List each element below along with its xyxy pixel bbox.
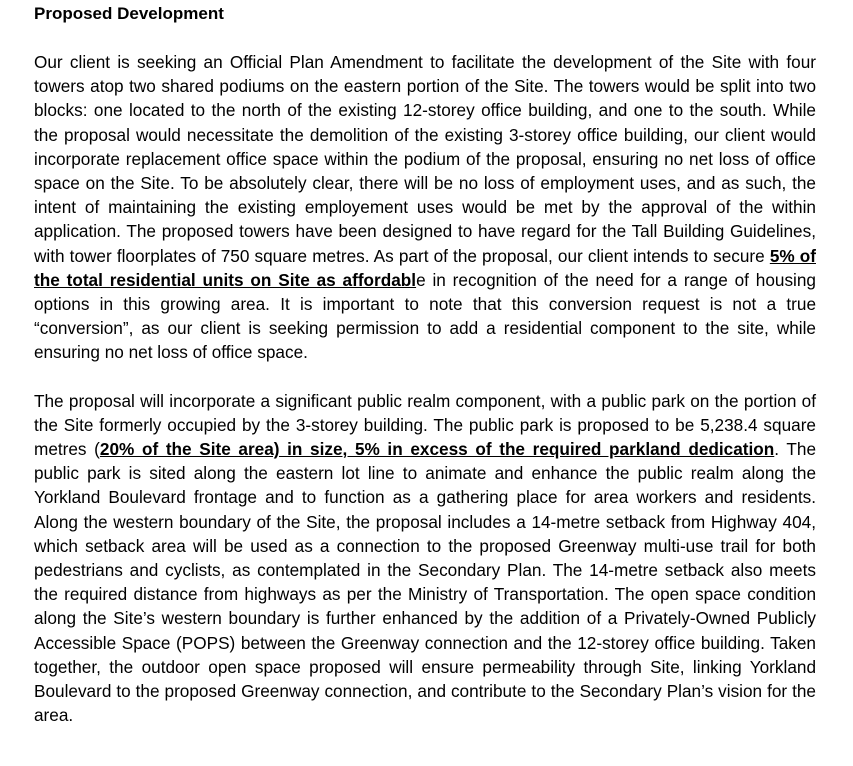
paragraph-proposal-overview (34, 50, 816, 365)
paragraph-text: The proposal will incorporate a significant public realm component, with a public park on the portion of the Site formerly occupied by the 3-storey building. The public park is proposed to be 5,238.4 square metres ( (34, 390, 816, 460)
parkland-dedication-emphasis: 20% of the Site area) in size, 5% in excess of the required parkland dedication (99, 439, 775, 460)
paragraph-text: e in recognition of the need for a range of housing options in this growing area. It is important to note that this conversion request is not a true “conversion”, as our client is seeking permission to add a residential component to the site, while ensuring no net loss of office space. (34, 269, 816, 363)
paragraph-public-realm (34, 389, 816, 728)
affordable-units-emphasis: 5% of the total residential units on Site as affordabl (34, 245, 816, 290)
paragraph-text: . The public park is sited along the eastern lot line to animate and enhance the public realm along the Yorkland Boulevard frontage and to function as a gathering place for area workers and residents. Along the western boundary of the Site, the proposal includes a 14-metre setback from Highway 404, which setback area will be used as a connection to the proposed Greenway multi-use trail for both pedestrians and cyclists, as contemplated in the Secondary Plan. The 14-metre setback also meets the required distance from highways as per the Ministry of Transportation. The open space condition along the Site’s western boundary is further enhanced by the addition of a Privately-Owned Publicly Accessible Space (POPS) between the Greenway connection and the 12-storey office building. Taken together, the outdoor open space proposed will ensure permeability through Site, linking Yorkland Boulevard to the proposed Greenway connection, and contribute to the Secondary Plan’s vision for the area. (34, 439, 817, 726)
document-page (34, 2, 816, 727)
section-heading: Proposed Development (34, 4, 224, 23)
paragraph-text: Our client is seeking an Official Plan Amendment to facilitate the development of the Site with four towers atop two shared podiums on the eastern portion of the Site. The towers would be split into two blocks: one located to the north of the existing 12-storey office building, and one to the south. While the proposal would necessitate the demolition of the existing 3-storey office building, our client would incorporate replacement office space within the podium of the proposal, ensuring no net loss of office space on the Site. To be absolutely clear, there will be no loss of employment uses, and as such, the intent of maintaining the existing employement uses would be met by the approval of the within application. The proposed towers have been designed to have regard for the Tall Building Guidelines, with tower floorplates of 750 square metres. As part of the proposal, our client intends to secure (34, 52, 816, 266)
